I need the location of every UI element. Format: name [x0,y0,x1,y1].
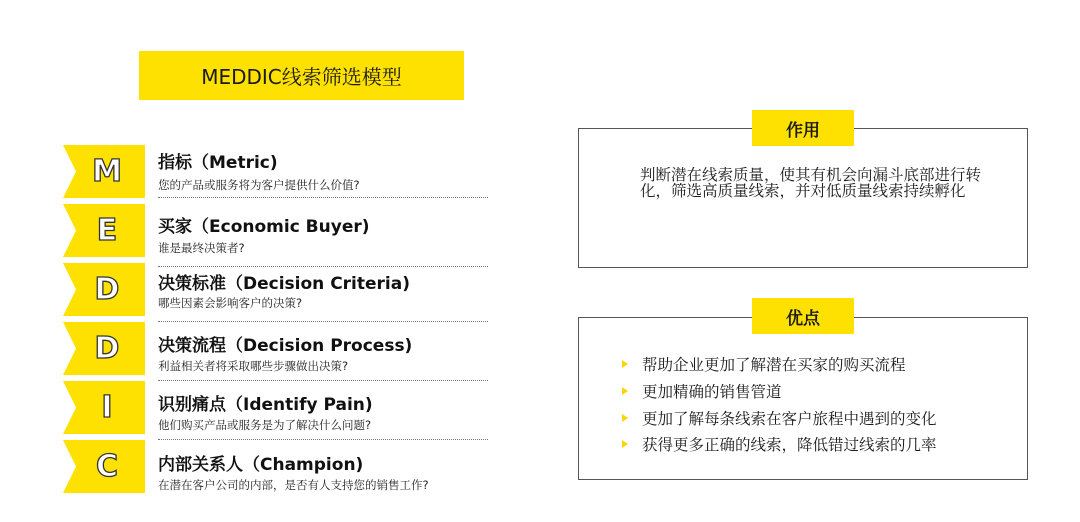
item-desc-metric: 您的产品或服务将为客户提供什么价值? [158,178,360,192]
advantage-item [622,381,782,401]
advantage-text: 更加了解每条线索在客户旅程中遇到的变化 [642,410,937,428]
item-desc-identify-pain: 他们购买产品或服务是为了解决什么问题? [158,418,372,432]
item-desc-champion: 在潜在客户公司的内部，是否有人支持您的销售工作? [158,478,429,492]
item-divider [158,321,488,322]
diagram-title [139,51,464,100]
item-title-economic-buyer: 买家（Economic Buyer) [158,217,370,237]
advantages-label [752,298,854,334]
letter-i: I [101,390,113,425]
letter-d-criteria: D [94,272,120,307]
item-desc-economic-buyer: 谁是最终决策者? [158,241,245,255]
triangle-bullet-icon [622,440,628,448]
item-title-metric: 指标（Metric) [158,153,278,173]
usage-label-text: 作用 [786,120,820,141]
letter-m: M [92,154,122,189]
item-desc-decision-criteria: 哪些因素会影响客户的决策? [158,296,303,310]
advantage-item [622,408,937,428]
usage-label [752,110,854,146]
item-title-champion: 内部关系人（Champion) [158,455,364,475]
advantage-text: 帮助企业更加了解潜在买家的购买流程 [642,356,906,374]
triangle-bullet-icon [622,387,628,395]
usage-text: 判断潜在线索质量，使其有机会向漏斗底部进行转化，筛选高质量线索，并对低质量线索持续孵化 [640,166,982,200]
item-divider [158,266,488,267]
letter-c: C [95,449,119,484]
letter-d-process: D [94,331,120,366]
item-title-identify-pain: 识别痛点（Identify Pain) [158,395,373,415]
item-title-decision-process: 决策流程（Decision Process) [158,336,413,356]
item-divider [158,439,488,440]
diagram-title-text: MEDDIC线索筛选模型 [201,65,402,89]
advantage-item [622,434,937,454]
advantage-text: 获得更多正确的线索，降低错过线索的几率 [642,436,937,454]
item-divider [158,197,488,198]
item-desc-decision-process: 利益相关者将采取哪些步骤做出决策? [158,359,349,373]
item-divider [158,380,488,381]
advantage-text: 更加精确的销售管道 [642,383,782,401]
triangle-bullet-icon [622,360,628,368]
advantage-item [622,354,906,374]
triangle-bullet-icon [622,414,628,422]
item-title-decision-criteria: 决策标准（Decision Criteria) [158,274,410,294]
advantages-label-text: 优点 [786,308,820,329]
letter-e: E [96,213,118,248]
